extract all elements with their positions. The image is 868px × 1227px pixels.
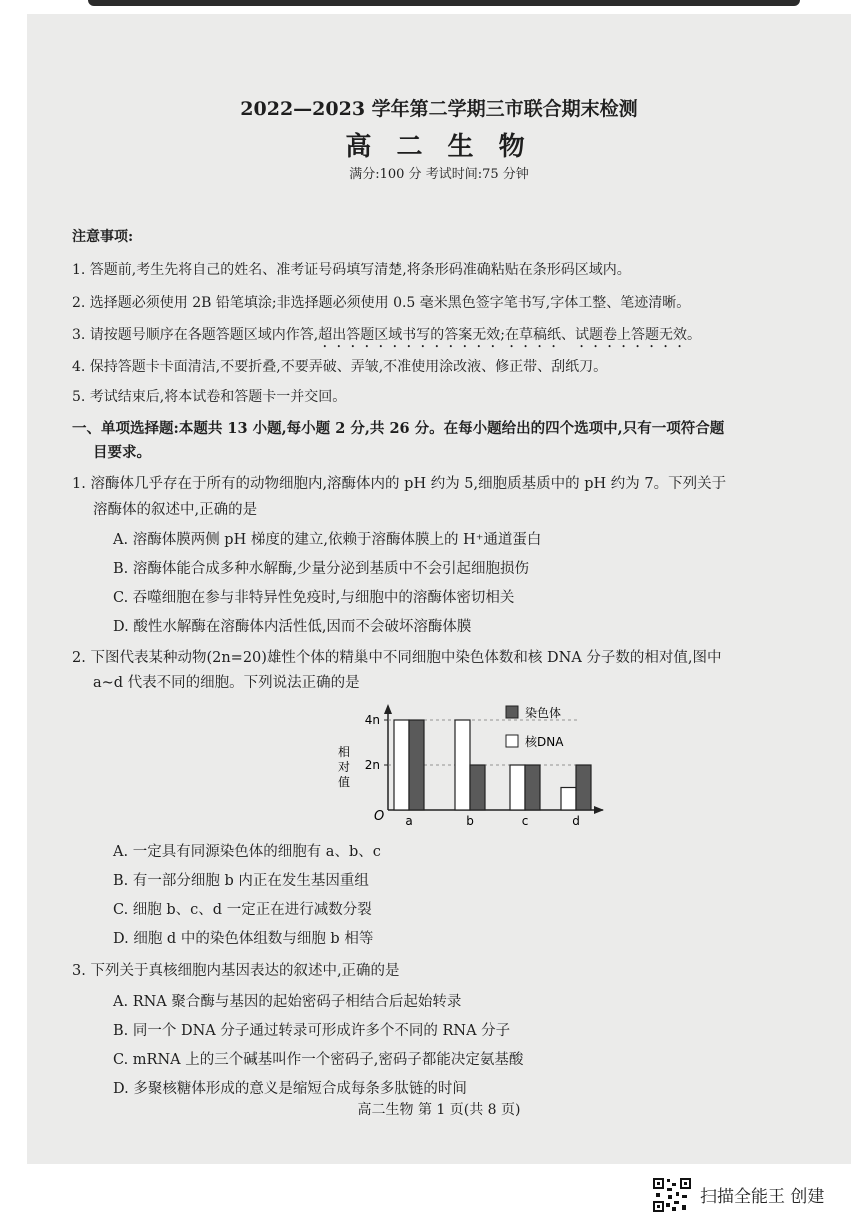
y-axis-label: 值	[337, 775, 351, 789]
y-axis-label: 对	[337, 760, 351, 774]
bar-chromosome-b	[470, 765, 485, 810]
y-tick-label: 2n	[364, 758, 380, 772]
x-tick-label: d	[572, 814, 580, 828]
exam-title: 2022—2023 学年第二学期三市联合期末检测	[240, 98, 638, 120]
bar-chart	[310, 694, 610, 834]
y-tick-label: 4n	[364, 713, 380, 727]
q2-option-b: B. 有一部分细胞 b 内正在发生基因重组	[113, 873, 369, 889]
subject-title: 高 二 生 物	[345, 132, 533, 162]
qr-code-icon	[652, 1177, 692, 1213]
y-axis-label: 相	[337, 745, 351, 759]
q2-stem-cont: a~d 代表不同的细胞。下列说法正确的是	[93, 675, 360, 691]
exam-page	[27, 14, 851, 1164]
q2-stem: 2. 下图代表某种动物(2n=20)雄性个体的精巢中不同细胞中染色体数和核 DNA 分子数的相对值,图中	[72, 650, 722, 666]
y-axis-arrow	[384, 704, 392, 714]
bar-dna-a	[394, 720, 409, 810]
section-title: 一、单项选择题:本题共 13 小题,每小题 2 分,共 26 分。在每小题给出的四个选项中,只有一项符合题	[72, 420, 725, 437]
q1-option-a: A. 溶酶体膜两侧 pH 梯度的建立,依赖于溶酶体膜上的 H⁺通道蛋白	[113, 532, 542, 548]
x-tick-label: c	[521, 814, 529, 828]
notice-item-5: 5. 考试结束后,将本试卷和答题卡一并交回。	[72, 389, 347, 405]
q1-stem-cont: 溶酶体的叙述中,正确的是	[93, 502, 258, 518]
q2-option-c: C. 细胞 b、c、d 一定正在进行减数分裂	[113, 902, 372, 918]
q3-option-b: B. 同一个 DNA 分子通过转录可形成许多个不同的 RNA 分子	[113, 1023, 511, 1039]
bar-chromosome-c	[525, 765, 540, 810]
q1-option-b: B. 溶酶体能合成多种水解酶,少量分泌到基质中不会引起细胞损伤	[113, 561, 529, 577]
q1-stem: 1. 溶酶体几乎存在于所有的动物细胞内,溶酶体内的 pH 约为 5,细胞质基质中的 pH 约为 7。下列关于	[72, 476, 727, 492]
legend-label-dna: 核DNA	[525, 735, 564, 749]
scan-edge	[88, 0, 800, 6]
q3-option-c: C. mRNA 上的三个碱基叫作一个密码子,密码子都能决定氨基酸	[113, 1052, 524, 1068]
exam-meta: 满分:100 分 考试时间:75 分钟	[349, 167, 529, 182]
notice-item-3-emphasis: 超出答题区域书写的答案无效;在草稿纸、试题卷上答题无效。	[318, 327, 701, 343]
notice-item-3	[72, 324, 701, 351]
bar-dna-c	[510, 765, 525, 810]
q1-option-d: D. 酸性水解酶在溶酶体内活性低,因而不会破坏溶酶体膜	[113, 619, 472, 635]
q3-option-d: D. 多聚核糖体形成的意义是缩短合成每条多肽链的时间	[113, 1081, 467, 1097]
x-tick-label: b	[466, 814, 474, 828]
x-tick-label: a	[405, 814, 413, 828]
section-title-cont: 目要求。	[93, 444, 151, 461]
q2-option-d: D. 细胞 d 中的染色体组数与细胞 b 相等	[113, 931, 374, 947]
q1-option-c: C. 吞噬细胞在参与非特异性免疫时,与细胞中的溶酶体密切相关	[113, 590, 515, 606]
legend-swatch-chromosome	[506, 706, 518, 718]
bar-chromosome-d	[576, 765, 591, 810]
notice-item-3-prefix: 3. 请按题号顺序在各题答题区域内作答,	[72, 327, 319, 343]
origin-label: O	[374, 809, 385, 824]
legend-swatch-dna	[506, 735, 518, 747]
bar-chromosome-a	[409, 720, 424, 810]
scanner-watermark: 扫描全能王 创建	[700, 1187, 825, 1207]
notice-item-4: 4. 保持答题卡卡面清洁,不要折叠,不要弄破、弄皱,不准使用涂改液、修正带、刮纸刀。	[72, 359, 608, 375]
notice-heading: 注意事项:	[72, 229, 134, 245]
x-axis-arrow	[594, 806, 604, 814]
bar-dna-b	[455, 720, 470, 810]
legend-label-chromosome: 染色体	[525, 706, 562, 720]
bar-dna-d	[561, 788, 576, 811]
notice-item-1: 1. 答题前,考生先将自己的姓名、准考证号码填写清楚,将条形码准确粘贴在条形码区域内。	[72, 262, 631, 278]
page-footer: 高二生物 第 1 页(共 8 页)	[357, 1102, 521, 1118]
q3-stem: 3. 下列关于真核细胞内基因表达的叙述中,正确的是	[72, 963, 400, 979]
q3-option-a: A. RNA 聚合酶与基因的起始密码子相结合后起始转录	[113, 994, 462, 1010]
q2-option-a: A. 一定具有同源染色体的细胞有 a、b、c	[113, 844, 381, 860]
notice-item-2: 2. 选择题必须使用 2B 铅笔填涂;非选择题必须使用 0.5 毫米黑色签字笔书写,字体工整、笔迹清晰。	[72, 295, 691, 311]
